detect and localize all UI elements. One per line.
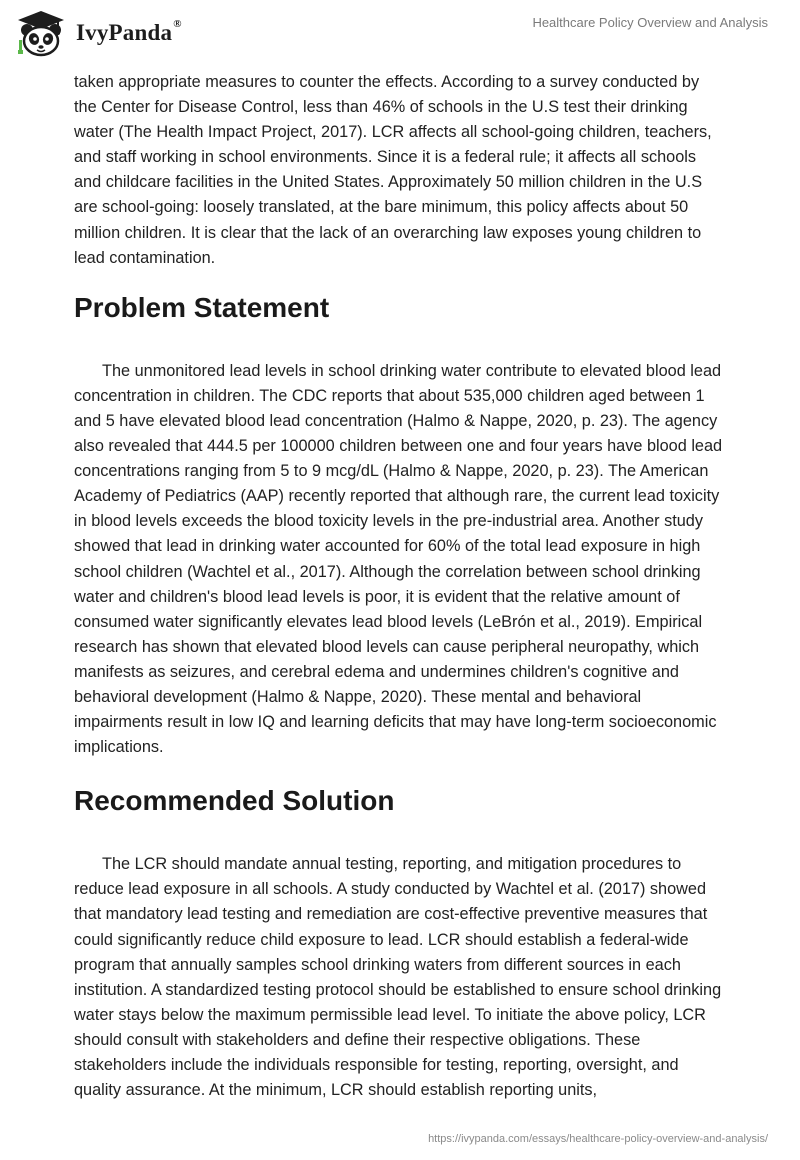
page-header xyxy=(0,0,800,70)
recommended-solution-paragraph: The LCR should mandate annual testing, reporting, and mitigation procedures to reduce lead exposure in all schools. A study conducted by Wachtel et al. (2017) showed that mandatory lead testing and remediation are cost-effective preventive measures that could significantly reduce child exposure to lead. LCR should establish a federal-wide program that annually samples school drinking waters from different sources in each institution. A standardized testing protocol should be established to ensure school drinking water stays below the maximum permissible lead level. To initiate the above policy, LCR should consult with stakeholders and define their respective obligations. These stakeholders include the individuals responsible for testing, reporting, oversight, and quality assurance. At the minimum, LCR should establish reporting units, xyxy=(74,855,722,1100)
essay-content xyxy=(74,70,726,1103)
document-title: Healthcare Policy Overview and Analysis xyxy=(532,15,768,30)
brand-name: IvyPanda® xyxy=(76,18,182,45)
panda-graduate-icon xyxy=(14,8,68,58)
section-heading-recommended-solution: Recommended Solution xyxy=(74,785,395,817)
brand-logo[interactable] xyxy=(14,8,182,58)
problem-statement-paragraph: The unmonitored lead levels in school drinking water contribute to elevated blood lead concentration in children. The CDC reports that about 535,000 children aged between 1 and 5 have elevated blood lead concentration (Halmo & Nappe, 2020, p. 23). The agency also revealed that 444.5 per 100000 children between one and four years have blood lead concentrations ranging from 5 to 9 mcg/dL (Halmo & Nappe, 2020, p. 23). The American Academy of Pediatrics (AAP) recently reported that although rare, the current lead toxicity in blood levels exceeds the blood toxicity levels in the pre-industrial area. Another study showed that lead in drinking water accounted for 60% of the total lead exposure in high school children (Wachtel et al., 2017). Although the correlation between school drinking water and children's blood lead levels is poor, it is evident that the relative amount of consumed water significantly elevates lead blood levels (LeBrón et al., 2019). Empirical research has shown that elevated blood levels can cause peripheral neuropathy, which manifests as seizures, and cerebral edema and undermines children's cognitive and behavioral development (Halmo & Nappe, 2020). These mental and behavioral impairments result in low IQ and learning deficits that may have long-term socioeconomic implications. xyxy=(74,361,723,757)
section-heading-problem-statement: Problem Statement xyxy=(74,291,330,323)
intro-paragraph: taken appropriate measures to counter the effects. According to a survey conducted by the Center for Disease Control, less than 46% of schools in the U.S test their drinking water (The Health Impact Project, 2017). LCR affects all school-going children, teachers, and staff working in school environments. Since it is a federal rule; it affects all schools and childcare facilities in the United States. Approximately 50 million children in the U.S are school-going: loosely translated, at the bare minimum, this policy affects about 50 million children. It is clear that the lack of an overarching law exposes young children to lead contamination. xyxy=(74,73,712,267)
source-url[interactable]: https://ivypanda.com/essays/healthcare-policy-overview-and-analysis/ xyxy=(428,1133,768,1145)
